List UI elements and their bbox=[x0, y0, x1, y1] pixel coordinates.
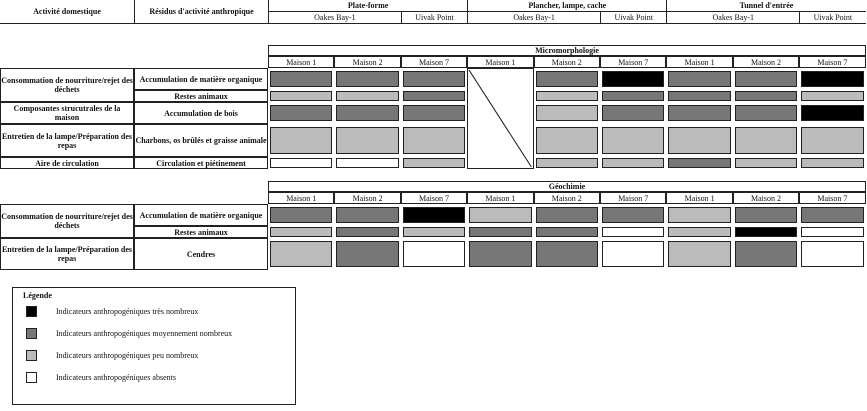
header-site-label: Oakes Bay-1 bbox=[268, 12, 401, 24]
header-site-label: Oakes Bay-1 bbox=[666, 12, 799, 24]
micro-title: Micromorphologie bbox=[268, 45, 866, 56]
level-cell bbox=[336, 241, 398, 267]
level-cell bbox=[668, 158, 730, 168]
house-header: Maison 7 bbox=[401, 192, 467, 204]
residue-label: Accumulation de matière organique bbox=[134, 204, 268, 226]
residue-label: Accumulation de bois bbox=[134, 102, 268, 124]
level-cell bbox=[270, 227, 332, 237]
level-cell bbox=[469, 241, 531, 267]
level-cell bbox=[735, 241, 797, 267]
level-cell bbox=[668, 207, 730, 223]
level-cell bbox=[336, 227, 398, 237]
level-cell bbox=[270, 207, 332, 223]
activity-label: Entretien de la lampe/Préparation des repas bbox=[0, 238, 134, 270]
level-cell bbox=[536, 105, 598, 121]
level-cell bbox=[403, 158, 465, 168]
legend-swatch bbox=[26, 306, 37, 317]
level-cell bbox=[668, 127, 730, 154]
house-header: Maison 7 bbox=[401, 56, 467, 68]
level-cell bbox=[801, 105, 863, 121]
header-site-label: Uivak Point bbox=[799, 12, 865, 24]
level-cell bbox=[536, 91, 598, 101]
level-cell bbox=[735, 158, 797, 168]
legend-label: Indicateurs anthropogéniques moyennement nombreux bbox=[56, 329, 233, 338]
activity-label: Consommation de nourriture/rejet des déchets bbox=[0, 204, 134, 238]
level-cell bbox=[469, 207, 531, 223]
level-cell bbox=[336, 207, 398, 223]
house-header: Maison 1 bbox=[268, 56, 334, 68]
header-site-label: Uivak Point bbox=[600, 12, 666, 24]
level-cell bbox=[801, 158, 863, 168]
house-header: Maison 1 bbox=[666, 56, 732, 68]
legend-label: Indicateurs anthropogéniques peu nombreux bbox=[56, 351, 199, 360]
level-cell bbox=[536, 207, 598, 223]
house-header: Maison 2 bbox=[334, 56, 400, 68]
level-cell bbox=[735, 127, 797, 154]
legend-label: Indicateurs anthropogéniques absents bbox=[56, 373, 176, 382]
level-cell bbox=[735, 91, 797, 101]
level-cell bbox=[801, 91, 863, 101]
level-cell bbox=[602, 207, 664, 223]
level-cell bbox=[602, 105, 664, 121]
level-cell bbox=[403, 91, 465, 101]
level-cell bbox=[735, 227, 797, 237]
level-cell bbox=[801, 227, 863, 237]
level-cell bbox=[270, 241, 332, 267]
legend-title: Légende bbox=[23, 291, 52, 300]
level-cell bbox=[403, 105, 465, 121]
legend-swatch bbox=[26, 372, 37, 383]
residue-label: Charbons, os brûlés et graisse animale bbox=[134, 124, 268, 157]
level-cell bbox=[602, 127, 664, 154]
level-cell bbox=[536, 227, 598, 237]
level-cell bbox=[801, 127, 863, 154]
header-group-title: Tunnel d'entrée bbox=[666, 0, 865, 12]
house-header: Maison 1 bbox=[467, 192, 533, 204]
activity-label: Entretien de la lampe/Préparation des repas bbox=[0, 124, 134, 157]
level-cell bbox=[668, 227, 730, 237]
level-cell bbox=[336, 91, 398, 101]
header-residues: Résidus d'activité anthropique bbox=[134, 0, 268, 24]
residue-label: Restes animaux bbox=[134, 226, 268, 238]
level-cell bbox=[602, 241, 664, 267]
level-cell bbox=[469, 227, 531, 237]
level-cell bbox=[403, 71, 465, 87]
diagonal-line bbox=[467, 68, 533, 169]
level-cell bbox=[270, 105, 332, 121]
legend-swatch bbox=[26, 328, 37, 339]
house-header: Maison 1 bbox=[268, 192, 334, 204]
residue-label: Restes animaux bbox=[134, 90, 268, 102]
activity-label: Consommation de nourriture/rejet des déchets bbox=[0, 68, 134, 102]
level-cell bbox=[536, 158, 598, 168]
level-cell bbox=[536, 241, 598, 267]
house-header: Maison 7 bbox=[799, 192, 865, 204]
level-cell bbox=[801, 241, 863, 267]
house-header: Maison 7 bbox=[600, 56, 666, 68]
level-cell bbox=[668, 71, 730, 87]
level-cell bbox=[403, 127, 465, 154]
level-cell bbox=[270, 158, 332, 168]
header-site-label: Uivak Point bbox=[401, 12, 467, 24]
activity-label: Aire de circulation bbox=[0, 157, 134, 169]
header-site-label: Oakes Bay-1 bbox=[467, 12, 600, 24]
level-cell bbox=[801, 207, 863, 223]
level-cell bbox=[336, 158, 398, 168]
level-cell bbox=[336, 71, 398, 87]
level-cell bbox=[403, 227, 465, 237]
level-cell bbox=[270, 91, 332, 101]
house-header: Maison 2 bbox=[534, 56, 600, 68]
house-header: Maison 1 bbox=[467, 56, 533, 68]
legend-box bbox=[12, 287, 296, 405]
level-cell bbox=[735, 105, 797, 121]
level-cell bbox=[668, 105, 730, 121]
level-cell bbox=[403, 207, 465, 223]
geo-title: Géochimie bbox=[268, 181, 866, 192]
level-cell bbox=[336, 127, 398, 154]
level-cell bbox=[270, 71, 332, 87]
level-cell bbox=[735, 207, 797, 223]
house-header: Maison 7 bbox=[600, 192, 666, 204]
level-cell bbox=[602, 71, 664, 87]
legend-swatch bbox=[26, 350, 37, 361]
level-cell bbox=[403, 241, 465, 267]
level-cell bbox=[668, 241, 730, 267]
residue-label: Cendres bbox=[134, 238, 268, 270]
level-cell bbox=[270, 127, 332, 154]
legend-label: Indicateurs anthropogéniques très nombreux bbox=[56, 307, 199, 316]
residue-label: Accumulation de matière organique bbox=[134, 68, 268, 90]
house-header: Maison 7 bbox=[799, 56, 865, 68]
level-cell bbox=[602, 158, 664, 168]
level-cell bbox=[735, 71, 797, 87]
level-cell bbox=[336, 105, 398, 121]
level-cell bbox=[602, 91, 664, 101]
house-header: Maison 2 bbox=[733, 56, 799, 68]
level-cell bbox=[536, 127, 598, 154]
activity-label: Composantes strucutrales de la maison bbox=[0, 102, 134, 124]
house-header: Maison 2 bbox=[534, 192, 600, 204]
level-cell bbox=[536, 71, 598, 87]
header-group-title: Plancher, lampe, cache bbox=[467, 0, 666, 12]
level-cell bbox=[602, 227, 664, 237]
level-cell bbox=[801, 71, 863, 87]
house-header: Maison 2 bbox=[733, 192, 799, 204]
header-activity: Activité domestique bbox=[0, 0, 134, 24]
house-header: Maison 2 bbox=[334, 192, 400, 204]
level-cell bbox=[668, 91, 730, 101]
header-group-title: Plate-forme bbox=[268, 0, 467, 12]
house-header: Maison 1 bbox=[666, 192, 732, 204]
residue-label: Circulation et piétinement bbox=[134, 157, 268, 169]
